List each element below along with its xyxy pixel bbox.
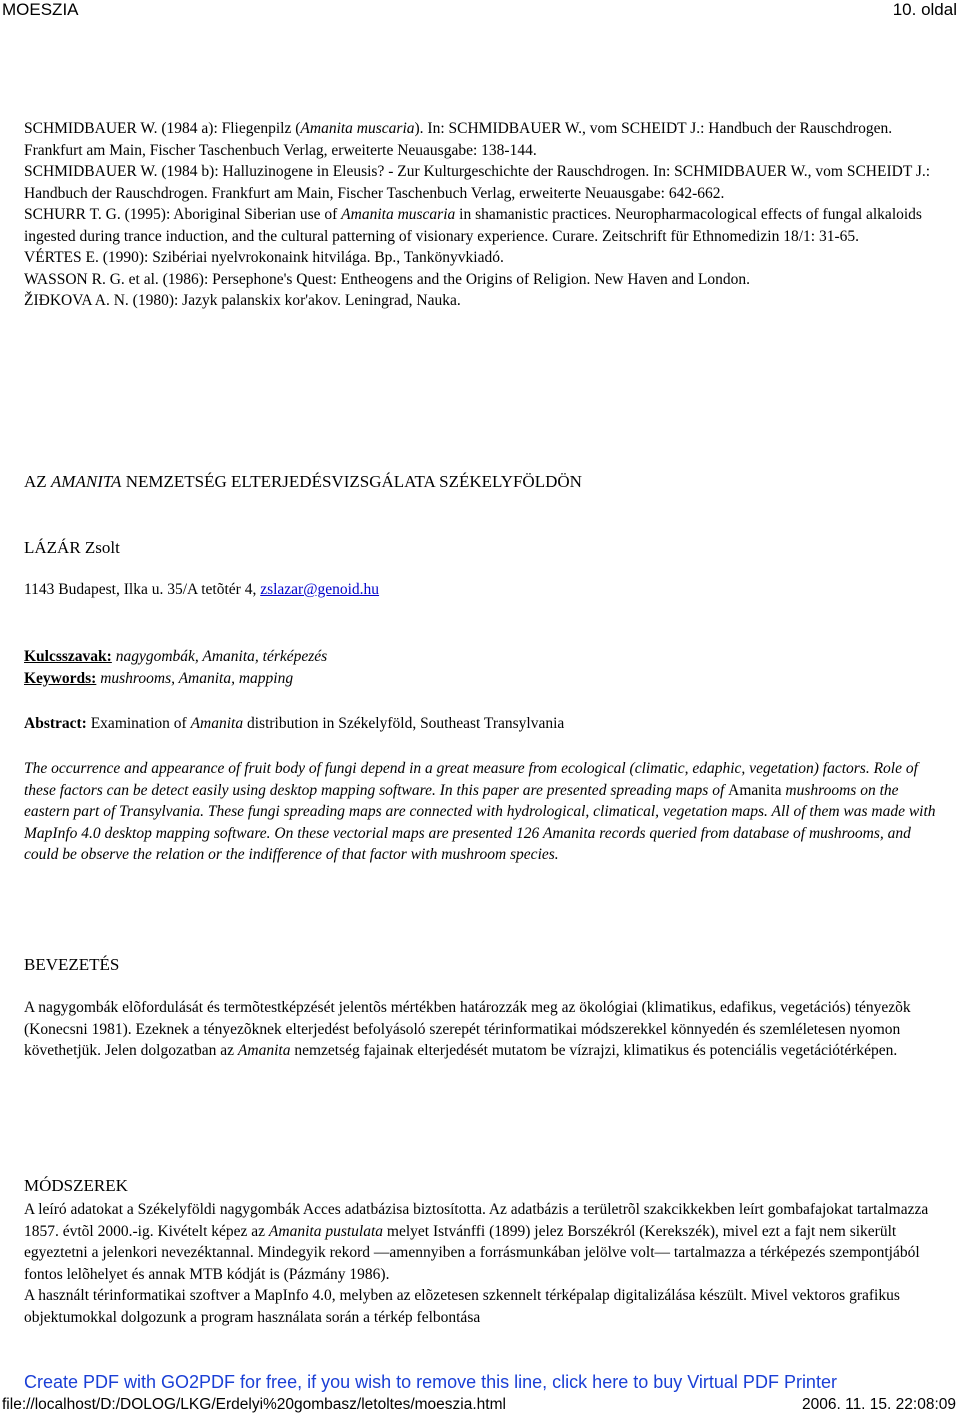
file-path: file://localhost/D:/DOLOG/LKG/Erdelyi%20gombasz/letoltes/moeszia.html <box>2 1396 506 1413</box>
site-name: MOESZIA <box>2 0 79 19</box>
page-number: 10. oldal <box>892 0 957 19</box>
intro-body: A nagygombák elõfordulását és termõtestképzését jelentõs mértékben határozzák meg az ökológiai (klimatikus, edafikus, vegetációs) tényezõk (Konecsni 1981). Ezeknek a tényezõknek elterjedést befolyásoló szerepét térinformatikai módszerekkel könnyedén és szemléletesen nyomon követhetjük. Jelen dolgozatban az Amanita nemzetség fajainak elterjedését mutatom be vízrajzi, klimatikus és potenciális vegetációtérképen. <box>24 999 911 1059</box>
section-heading-methods: MÓDSZEREK <box>24 1176 128 1195</box>
print-footer <box>2 1396 958 1418</box>
author-name: LÁZÁR Zsolt <box>24 538 120 557</box>
reference-item: ŽIÐKOVA A. N. (1980): Jazyk palanskix kor'akov. Leningrad, Nauka. <box>24 292 461 309</box>
reference-item: VÉRTES E. (1990): Szibériai nyelvrokonaink hitvilága. Bp., Tankönyvkiadó. <box>24 249 504 266</box>
paragraph: A használt térinformatikai szoftver a MapInfo 4.0, melyben az elõzetesen szkennelt térképalap digitalizálása készült. Mivel vektoros grafikus objektumokkal dolgozunk a program használata során a térkép felbontása <box>24 1287 900 1326</box>
email-link[interactable]: zslazar@genoid.hu <box>260 581 380 598</box>
article-title: AZ AMANITA NEMZETSÉG ELTERJEDÉSVIZSGÁLATA SZÉKELYFÖLDÖN <box>24 472 582 491</box>
section-heading-intro: BEVEZETÉS <box>24 955 120 974</box>
reference-item: SCHURR T. G. (1995): Aboriginal Siberian use of Amanita muscaria in shamanistic practices. Neuropharmacological effects of fungal alkaloids ingested during trance induction, and the cultural patterning of visionary experience. Curare. Zeitschrift für Ethnomedizin 18/1: 31-65. <box>24 206 922 245</box>
keywords-en: Keywords: mushrooms, Amanita, mapping <box>24 670 294 687</box>
reference-item: SCHMIDBAUER W. (1984 b): Halluzinogene in Eleusis? - Zur Kulturgeschichte der Rauschdrogen. In: SCHMIDBAUER W., vom SCHEIDT J.: Handbuch der Rauschdrogen. Frankfurt am Main, Fischer Taschenbuch Verlag, erweiterte Neuausgabe: 642-662. <box>24 163 931 202</box>
go2pdf-banner-link[interactable]: Create PDF with GO2PDF for free, if you wish to remove this line, click here to buy Virtual PDF Printer <box>24 1372 837 1392</box>
author-address: 1143 Budapest, Ilka u. 35/A tetõtér 4, zslazar@genoid.hu <box>24 581 380 598</box>
keywords-hu: Kulcsszavak: nagygombák, Amanita, térképezés <box>24 648 328 665</box>
reference-item: SCHMIDBAUER W. (1984 a): Fliegenpilz (Amanita muscaria). In: SCHMIDBAUER W., vom SCHEIDT J.: Handbuch der Rauschdrogen. Frankfurt am Main, Fischer Taschenbuch Verlag, erweiterte Neuausgabe: 138-144. <box>24 120 893 159</box>
reference-item: WASSON R. G. et al. (1986): Persephone's Quest: Entheogens and the Origins of Religion. New Haven and London. <box>24 270 751 288</box>
abstract-body: The occurrence and appearance of fruit body of fungi depend in a great measure from ecological (climatic, edaphic, vegetation) factors. Role of these factors can be detect easily using desktop mapping software. In this paper are presented spreading maps of Amanita mushrooms on the eastern part of Transylvania. These fungi spreading maps are connected with hydrological, climatical, vegetation maps. All of them was made with MapInfo 4.0 desktop mapping software. On these vectorial maps are presented 126 Amanita records queried from database of mushrooms, and could be observe the relation or the indifference of that factor with mushroom species. <box>24 760 936 863</box>
paragraph: A leíró adatokat a Székelyföldi nagygombák Acces adatbázisa biztosította. Az adatbázis a területrõl szakcikkekben leírt gombafajokat tartalmazza 1857. évtõl 2000.-ig. Kivételt képez az Amanita pustulata melyet Istvánffi (1899) jelez Borszékról (Kerekszék), mivel ezt a fajt nem sikerült egyeztetni a jelenkori nevezéktannal. Mindegyik rekord —amennyiben a forrásmunkában jelölve volt— tartalmazza a térképezés szempontjából fontos lelõhelyet és annak MTB kódját is (Pázmány 1986). <box>24 1201 929 1283</box>
print-date: 2006. 11. 15. 22:08:09 <box>802 1396 956 1413</box>
reference-list <box>24 118 940 312</box>
methods-body <box>24 1199 940 1328</box>
abstract-heading: Abstract: Examination of Amanita distribution in Székelyföld, Southeast Transylvania <box>24 715 565 732</box>
page-header <box>0 0 960 22</box>
